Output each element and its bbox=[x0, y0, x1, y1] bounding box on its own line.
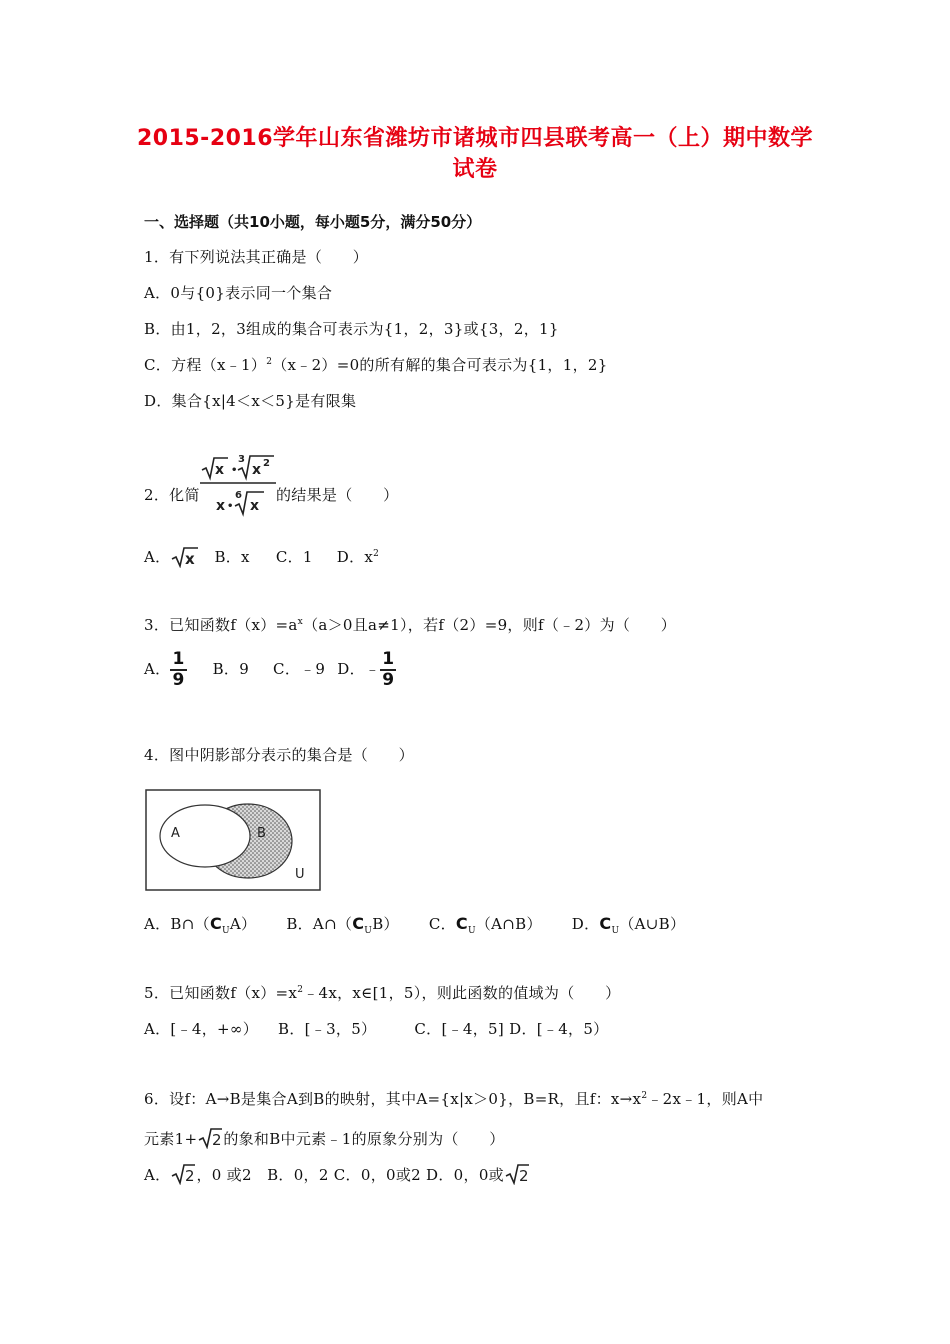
q5-option-cd: C．[﹣4，5] D．[﹣4，5） bbox=[414, 1020, 609, 1038]
q1-option-c-pre: C．方程（x﹣1） bbox=[144, 356, 267, 374]
q3-stem bbox=[144, 614, 676, 635]
q1-option-c bbox=[144, 354, 608, 375]
q4-option-c-pre: C． bbox=[428, 915, 456, 933]
q3-option-a-fraction: $\frac{1}{9}$ bbox=[172, 649, 185, 690]
q1-option-c-post: （x﹣2）=0的所有解的集合可表示为{1，1，2} bbox=[272, 356, 608, 374]
q4-option-d-sub: U bbox=[611, 926, 620, 936]
q6-options-mid: ，0 或2 B．0，2 C．0，0或2 D．0，0或 bbox=[196, 1166, 504, 1184]
q6-option-d-root-val: 2 bbox=[518, 1167, 529, 1185]
q6-option-a-label: A． bbox=[144, 1166, 171, 1184]
q5-stem-pre: 5．已知函数f（x）=x bbox=[144, 984, 298, 1002]
q2-options bbox=[144, 546, 379, 568]
q4-stem: 4．图中阴影部分表示的集合是（ ） bbox=[144, 746, 414, 764]
q2-option-d-exp: 2 bbox=[373, 549, 380, 559]
q1-option-d: D．集合{x|4＜x＜5}是有限集 bbox=[144, 392, 357, 410]
q6-line2-post: 的象和B中元素﹣1的原象分别为（ ） bbox=[223, 1130, 505, 1148]
q2-option-a-root bbox=[170, 546, 200, 568]
q3-option-c: C．﹣9 bbox=[273, 660, 326, 678]
q4-option-b-post: B） bbox=[372, 915, 399, 933]
q3-stem-exp: x bbox=[297, 617, 304, 627]
q2-num-b: x bbox=[252, 462, 262, 478]
q4-venn-diagram bbox=[145, 789, 321, 891]
q1-stem: 1．有下列说法其正确是（ ） bbox=[144, 248, 369, 266]
q4-option-c-post: （A∩B） bbox=[475, 915, 542, 933]
q2-option-b: B．x bbox=[214, 548, 250, 566]
q2-num-b-exp: 2 bbox=[263, 458, 270, 469]
q4-option-d-complement: C bbox=[599, 914, 612, 933]
q6-option-d-root bbox=[504, 1163, 530, 1185]
page-title-line1: 2015-2016学年山东省潍坊市诸城市四县联考高一（上）期中数学 bbox=[136, 126, 814, 151]
q2-prefix: 2．化简 bbox=[144, 486, 200, 504]
q3-stem-pre: 3．已知函数f（x）=a bbox=[144, 616, 298, 634]
q6-options bbox=[144, 1163, 530, 1185]
q5-option-a: A．[﹣4，+∞） bbox=[144, 1020, 258, 1038]
venn-label-b: B bbox=[257, 826, 266, 841]
q2-den-root-index: 6 bbox=[235, 490, 242, 501]
q2-option-a-val: x bbox=[185, 550, 196, 568]
q6-stem-post: ﹣2x﹣1，则A中 bbox=[647, 1090, 764, 1108]
q3-stem-post: （a＞0且a≠1），若f（2）=9，则f（﹣2）为（ ） bbox=[303, 616, 677, 634]
q2-den-b: x bbox=[250, 498, 260, 514]
page-title-line2: 试卷 bbox=[452, 157, 498, 182]
q4-option-b-sub: U bbox=[364, 926, 373, 936]
q4-option-a-sub: U bbox=[221, 926, 230, 936]
venn-label-u: U bbox=[295, 867, 305, 882]
q6-option-a-root-val: 2 bbox=[185, 1167, 196, 1185]
venn-label-a: A bbox=[171, 826, 180, 841]
q2-suffix: 的结果是（ ） bbox=[276, 486, 399, 504]
q3-option-a-label: A． bbox=[144, 660, 171, 678]
q5-stem-exp: 2 bbox=[297, 985, 304, 995]
q4-option-a-pre: A．B∩（ bbox=[144, 915, 210, 933]
q2-num-a: x bbox=[215, 462, 225, 478]
q3-option-d-label: D．﹣ bbox=[337, 660, 381, 678]
q2-den-a: x bbox=[216, 498, 226, 514]
q6-option-a-root bbox=[170, 1163, 196, 1185]
q4-option-c-complement: C bbox=[455, 914, 468, 933]
q1-option-b: B．由1，2，3组成的集合可表示为{1，2，3}或{3，2，1} bbox=[144, 320, 559, 338]
q6-stem bbox=[144, 1088, 763, 1109]
q4-option-b-pre: B．A∩（ bbox=[286, 915, 353, 933]
q3-options bbox=[144, 650, 396, 690]
q6-line2-pre: 元素1+ bbox=[144, 1130, 198, 1148]
q1-option-a: A．0与{0}表示同一个集合 bbox=[144, 284, 333, 302]
q3-option-d-fraction: $\frac{1}{9}$ bbox=[382, 649, 395, 690]
q2-num-root-index: 3 bbox=[238, 454, 245, 465]
q6-stem-exp: 2 bbox=[641, 1091, 648, 1101]
q2-dot-bottom: • bbox=[227, 501, 234, 512]
q4-options bbox=[144, 913, 685, 936]
q4-option-d-pre: D． bbox=[571, 915, 600, 933]
q6-line2-root bbox=[197, 1127, 223, 1149]
q2-option-a-label: A． bbox=[144, 548, 171, 566]
q6-stem-line2 bbox=[144, 1127, 505, 1149]
q4-option-d-post: （A∪B） bbox=[619, 915, 686, 933]
section-heading: 一、选择题（共10小题，每小题5分，满分50分） bbox=[144, 213, 482, 231]
q5-option-b: B．[﹣3，5） bbox=[278, 1020, 377, 1038]
q4-option-a-post: A） bbox=[229, 915, 257, 933]
q6-line2-root-val: 2 bbox=[212, 1131, 223, 1149]
q4-option-a-complement: C bbox=[209, 914, 222, 933]
q1-option-c-exp: 2 bbox=[266, 357, 273, 367]
q5-stem-post: ﹣4x，x∈[1，5），则此函数的值域为（ ） bbox=[303, 984, 621, 1002]
q4-option-c-sub: U bbox=[467, 926, 476, 936]
q3-option-b: B．9 bbox=[212, 660, 250, 678]
q2-option-d-pre: D．x bbox=[336, 548, 374, 566]
q6-stem-pre: 6．设f：A→B是集合A到B的映射，其中A={x|x＞0}，B=R，且f：x→x bbox=[144, 1090, 642, 1108]
q2-option-c: C．1 bbox=[275, 548, 313, 566]
q2-expression bbox=[198, 452, 278, 522]
q4-option-b-complement: C bbox=[352, 914, 365, 933]
q5-stem bbox=[144, 982, 620, 1003]
q2-dot-top: • bbox=[231, 465, 238, 476]
q5-options bbox=[144, 1018, 608, 1039]
